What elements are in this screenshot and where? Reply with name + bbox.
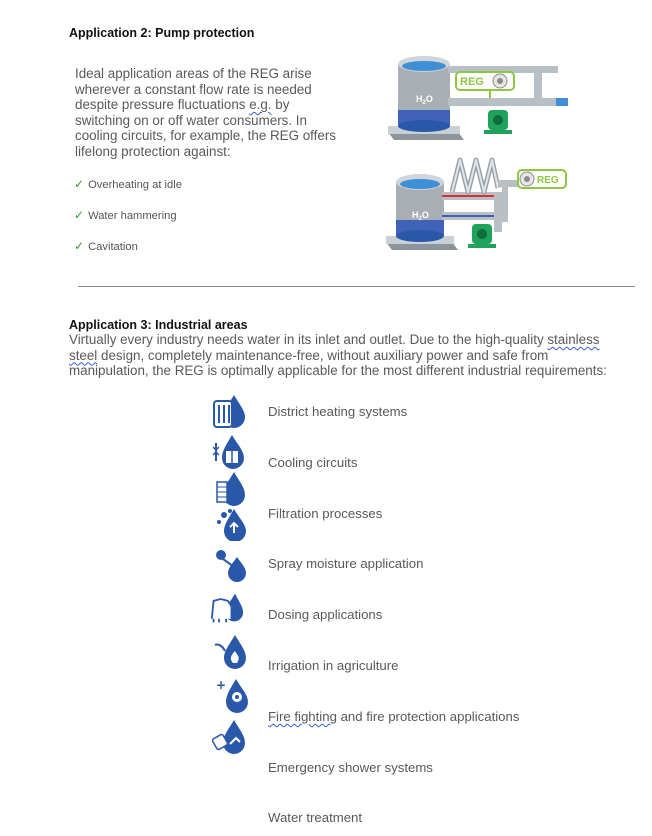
cooling-icon xyxy=(212,433,246,469)
industry-item-dosing: Dosing applications xyxy=(268,607,383,622)
water-treatment-icon xyxy=(212,718,246,754)
app3-body xyxy=(69,332,644,379)
irrigation-icon xyxy=(210,590,244,626)
tank-label: $H_2O$ xyxy=(416,94,433,106)
intro-line: switching on or off water consumers. In xyxy=(75,112,307,128)
intro-line: wherever a constant flow rate is needed xyxy=(75,81,312,97)
app2-heading: Application 2: Pump protection xyxy=(69,26,255,40)
industry-item-district-heating: District heating systems xyxy=(268,404,408,419)
intro-line: cooling circuits, for example, the REG offers xyxy=(75,128,336,144)
industry-item-cooling-circuits: Cooling circuits xyxy=(268,455,358,470)
industry-item-irrigation: Irrigation in agriculture xyxy=(268,658,399,673)
spray-icon xyxy=(214,505,248,541)
check-item-cavitation: ✓ Cavitation xyxy=(74,239,138,253)
district-heating-icon xyxy=(212,393,246,429)
app3-heading: Application 3: Industrial areas xyxy=(69,318,248,332)
intro-line: Ideal application areas of the REG arise xyxy=(75,66,312,81)
check-item-water-hammering: ✓ Water hammering xyxy=(74,208,177,222)
body-line: manipulation, the REG is optimally applicable for the most different industrial requirements: xyxy=(69,363,607,379)
intro-line: lifelong protection against: xyxy=(75,143,231,159)
check-icon: ✓ xyxy=(74,239,85,253)
pump-diagram-2 xyxy=(382,152,572,256)
industry-item-spray: Spray moisture application xyxy=(268,556,424,571)
industry-item-water-treatment: Water treatment xyxy=(268,810,363,825)
check-item-overheating: ✓ Overheating at idle xyxy=(74,177,182,191)
check-icon: ✓ xyxy=(74,177,85,191)
industry-item-emergency-shower: Emergency shower systems xyxy=(268,760,433,775)
svg-text:+: + xyxy=(216,678,227,692)
reg-label: REG xyxy=(537,175,559,186)
check-icon: ✓ xyxy=(74,208,85,222)
tank-label: $H_2O$ xyxy=(412,210,429,222)
pump-diagram-1 xyxy=(384,52,574,144)
body-line: steel design, completely maintenance-free, without auxiliary power and safe from xyxy=(69,347,549,363)
reg-label: REG xyxy=(460,76,484,88)
dosing-icon xyxy=(215,547,249,583)
app2-intro xyxy=(75,66,375,160)
intro-line: despite pressure fluctuations e.g. by xyxy=(75,97,290,113)
industry-item-filtration: Filtration processes xyxy=(268,506,383,521)
section-divider xyxy=(78,286,635,287)
filtration-icon xyxy=(212,470,246,506)
industry-item-fire: Fire fighting and fire protection applications xyxy=(268,709,520,724)
fire-icon xyxy=(213,633,247,669)
body-line: Virtually every industry needs water in its inlet and outlet. Due to the high-quality stainless xyxy=(69,332,600,347)
shower-icon xyxy=(216,677,250,713)
